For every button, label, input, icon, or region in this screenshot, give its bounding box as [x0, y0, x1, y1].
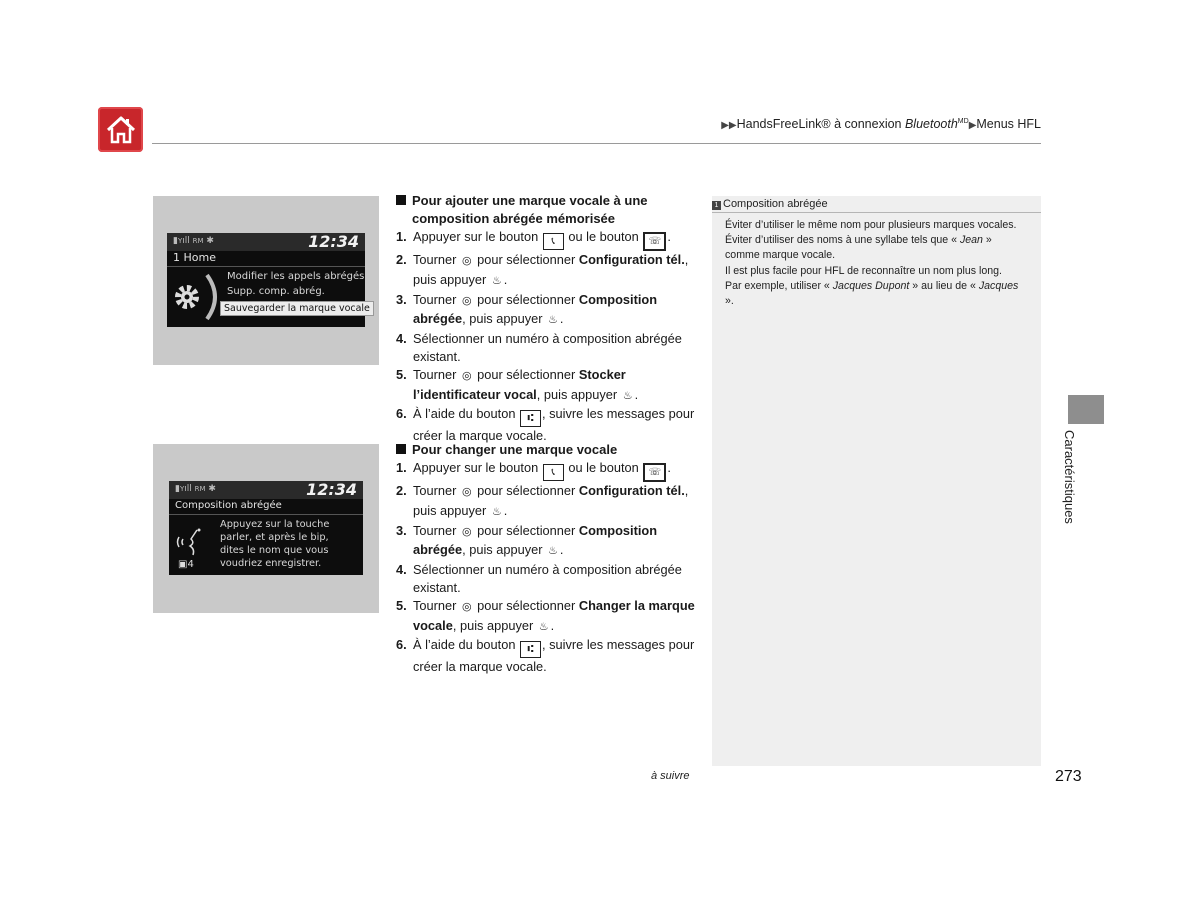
note-text: ».	[725, 295, 734, 308]
note-italic: Jean	[959, 234, 983, 247]
chapter-label	[1057, 430, 1097, 530]
step-text: , puis appuyer	[452, 617, 537, 633]
step-2	[396, 251, 696, 291]
steps-list	[396, 459, 696, 676]
talk-button-icon: ⑆	[520, 410, 541, 427]
breadcrumb-mid: à connexion	[830, 117, 905, 131]
selector-knob-icon: ◎	[461, 255, 472, 267]
menu-option: Composition abrégée	[413, 291, 658, 327]
note-italic: Jacques Dupont	[832, 279, 910, 292]
step-text: .	[559, 542, 564, 558]
phone-button-icon: 📞︎	[543, 464, 564, 481]
step-text: .	[550, 617, 555, 633]
step-3	[396, 291, 696, 331]
step-text: À l’aide du bouton	[413, 637, 520, 653]
sidebar-body	[725, 218, 1025, 309]
step-text: Tourner	[413, 597, 460, 613]
arrow-right-icon: ▶▶	[721, 120, 737, 131]
sidebar-heading-text: Composition abrégée	[723, 198, 828, 210]
screen-image-2	[153, 444, 379, 613]
section-title-text: Pour ajouter une marque vocale à une composition abrégée mémorisée	[412, 193, 648, 226]
divider	[167, 266, 365, 267]
signal-icon: ▮Yıll RM ✱	[173, 236, 214, 246]
step-number: 1.	[396, 460, 407, 475]
note-text: Éviter d’utiliser des noms à une syllabe tels que «	[725, 234, 960, 247]
pick-up-button-icon: ☏	[643, 232, 666, 251]
step-text: ou le bouton	[564, 460, 643, 475]
step-text: Tourner	[413, 291, 460, 307]
step-text: , suivre les messages pour créer la marque vocale.	[413, 406, 695, 444]
step-number: 5.	[396, 597, 407, 613]
step-number: 6.	[396, 637, 407, 653]
home-button[interactable]	[98, 107, 143, 152]
voice-prompt-message	[220, 518, 329, 570]
step-number: 3.	[396, 522, 407, 538]
step-text: , suivre les messages pour créer la marque vocale.	[413, 637, 695, 675]
step-5	[396, 366, 696, 406]
step-text: Sélectionner un numéro à composition abrégée existant.	[413, 331, 682, 364]
step-text: .	[667, 229, 671, 244]
clock: 12:34	[308, 232, 359, 251]
registered-mark: ®	[821, 117, 831, 131]
voice-icon	[175, 527, 205, 557]
step-text: pour sélectionner	[473, 522, 579, 538]
step-text: pour sélectionner	[473, 291, 579, 307]
message-line: parler, et après le bip,	[220, 532, 329, 543]
step-text: pour sélectionner	[473, 366, 579, 382]
chapter-label-text: Caractéristiques	[1062, 430, 1077, 524]
reference-icon: 1	[712, 201, 721, 210]
status-bar	[169, 481, 363, 499]
steps-list	[396, 228, 696, 445]
step-text: .	[503, 271, 508, 287]
step-number: 5.	[396, 366, 407, 382]
step-number: 4.	[396, 331, 407, 347]
menu-item-delete[interactable]: Supp. comp. abrég.	[227, 286, 325, 297]
count-label: 4	[187, 559, 194, 570]
breadcrumb-sup: MD	[957, 117, 969, 125]
section-title	[396, 441, 696, 459]
step-text: ou le bouton	[564, 229, 643, 244]
step-5	[396, 597, 696, 637]
selector-knob-icon: ◎	[461, 525, 472, 538]
page-number: 273	[1055, 768, 1082, 785]
step-2	[396, 482, 696, 522]
press-knob-icon: ♨︎	[548, 545, 558, 558]
step-text: pour sélectionner	[473, 252, 579, 267]
step-number: 6.	[396, 406, 407, 422]
note-text: » comme marque vocale.	[725, 234, 992, 262]
note-text: Par exemple, utiliser «	[725, 279, 833, 292]
step-4	[396, 561, 696, 597]
press-knob-icon: ♨︎	[491, 274, 502, 287]
step-1	[396, 459, 696, 482]
chapter-tab[interactable]	[1068, 395, 1104, 424]
gear-icon	[169, 271, 219, 323]
square-bullet-icon	[396, 444, 406, 454]
breadcrumb-part1[interactable]: HandsFreeLink	[736, 117, 822, 131]
menu-item-save-voice-tag[interactable]: Sauvegarder la marque vocale	[220, 301, 374, 316]
section-add-voice-tag	[396, 192, 696, 445]
breadcrumb-italic: Bluetooth	[904, 117, 958, 131]
selector-knob-icon: ◎	[461, 369, 472, 382]
breadcrumb	[721, 117, 1041, 131]
section-title	[396, 192, 696, 228]
screen-title: 1 Home	[173, 251, 216, 264]
sidebar-note	[712, 196, 1041, 766]
note-italic: Jacques	[978, 279, 1019, 292]
step-number: 3.	[396, 291, 407, 307]
step-text: .	[559, 311, 564, 327]
step-text: pour sélectionner	[473, 597, 579, 613]
divider	[169, 514, 363, 515]
step-number: 1.	[396, 229, 407, 244]
menu-option: Configuration tél.	[578, 483, 685, 498]
selector-knob-icon: ◎	[461, 600, 472, 613]
screen-image-1	[153, 196, 379, 365]
header-divider	[152, 143, 1041, 144]
step-text: .	[503, 502, 508, 518]
section-change-voice-tag	[396, 441, 696, 676]
menu-item-modify[interactable]: Modifier les appels abrégés	[227, 271, 365, 282]
step-text: , puis appuyer	[536, 386, 621, 402]
press-knob-icon: ♨︎	[538, 620, 549, 633]
talk-button-icon: ⑆	[520, 641, 541, 658]
step-text: , puis appuyer	[413, 252, 689, 287]
signal-icon: ▮Yıll RM ✱	[175, 484, 216, 494]
selector-knob-icon: ◎	[461, 294, 472, 307]
step-text: .	[634, 386, 639, 402]
step-6	[396, 636, 696, 676]
step-text: Tourner	[413, 483, 460, 498]
display-screen	[169, 481, 363, 575]
pick-up-button-icon: ☏	[643, 463, 666, 482]
note-line: Éviter d’utiliser le même nom pour plusieurs marques vocales.	[725, 219, 1017, 231]
message-line: Appuyez sur la touche	[220, 519, 330, 530]
step-text: Sélectionner un numéro à composition abrégée existant.	[413, 562, 682, 595]
phone-button-icon: 📞︎	[543, 233, 564, 250]
note-line	[725, 279, 1025, 309]
step-text: À l’aide du bouton	[413, 406, 520, 422]
rm-label: RM	[192, 237, 204, 245]
step-text: , puis appuyer	[413, 483, 689, 518]
step-text: Appuyer sur le bouton	[413, 460, 542, 475]
menu-option: Stocker l’identificateur vocal	[413, 366, 626, 402]
note-text: » au lieu de «	[909, 279, 979, 292]
step-6	[396, 405, 696, 445]
step-text: Tourner	[413, 522, 460, 538]
press-knob-icon: ♨︎	[491, 505, 502, 518]
step-text: .	[667, 460, 671, 475]
breadcrumb-part2[interactable]: Menus HFL	[976, 117, 1041, 131]
home-icon	[105, 115, 137, 145]
speed-dial-count: ▣4	[178, 559, 194, 570]
menu-option: Configuration tél.	[578, 252, 685, 267]
step-number: 2.	[396, 483, 407, 498]
step-4	[396, 330, 696, 366]
screen-title: Composition abrégée	[175, 500, 282, 511]
step-text: , puis appuyer	[462, 311, 547, 327]
menu-option: Composition abrégée	[413, 522, 658, 558]
press-knob-icon: ♨︎	[622, 389, 633, 402]
step-text: , puis appuyer	[462, 542, 547, 558]
section-title-text: Pour changer une marque vocale	[412, 442, 618, 457]
arrow-right-icon: ▶	[968, 120, 977, 131]
sidebar-heading	[712, 196, 1041, 213]
menu-option: Changer la marque vocale	[413, 597, 695, 633]
display-screen	[167, 232, 370, 327]
status-bar	[167, 233, 365, 251]
clock: 12:34	[306, 480, 357, 499]
continued-label: à suivre	[651, 770, 690, 782]
step-1	[396, 228, 696, 251]
step-3	[396, 522, 696, 562]
message-line: dites le nom que vous	[220, 545, 329, 556]
step-text: Tourner	[413, 366, 460, 382]
rm-label: RM	[194, 485, 206, 493]
step-number: 4.	[396, 562, 407, 578]
step-number: 2.	[396, 252, 407, 267]
step-text: Tourner	[413, 252, 460, 267]
step-text: pour sélectionner	[473, 483, 579, 498]
message-line: voudriez enregistrer.	[220, 558, 322, 569]
square-bullet-icon	[396, 195, 406, 205]
step-text: Appuyer sur le bouton	[413, 229, 542, 244]
note-line: Il est plus facile pour HFL de reconnaître un nom plus long.	[725, 264, 1002, 277]
note-line	[725, 233, 1025, 263]
press-knob-icon: ♨︎	[548, 314, 558, 327]
selector-knob-icon: ◎	[461, 486, 472, 498]
